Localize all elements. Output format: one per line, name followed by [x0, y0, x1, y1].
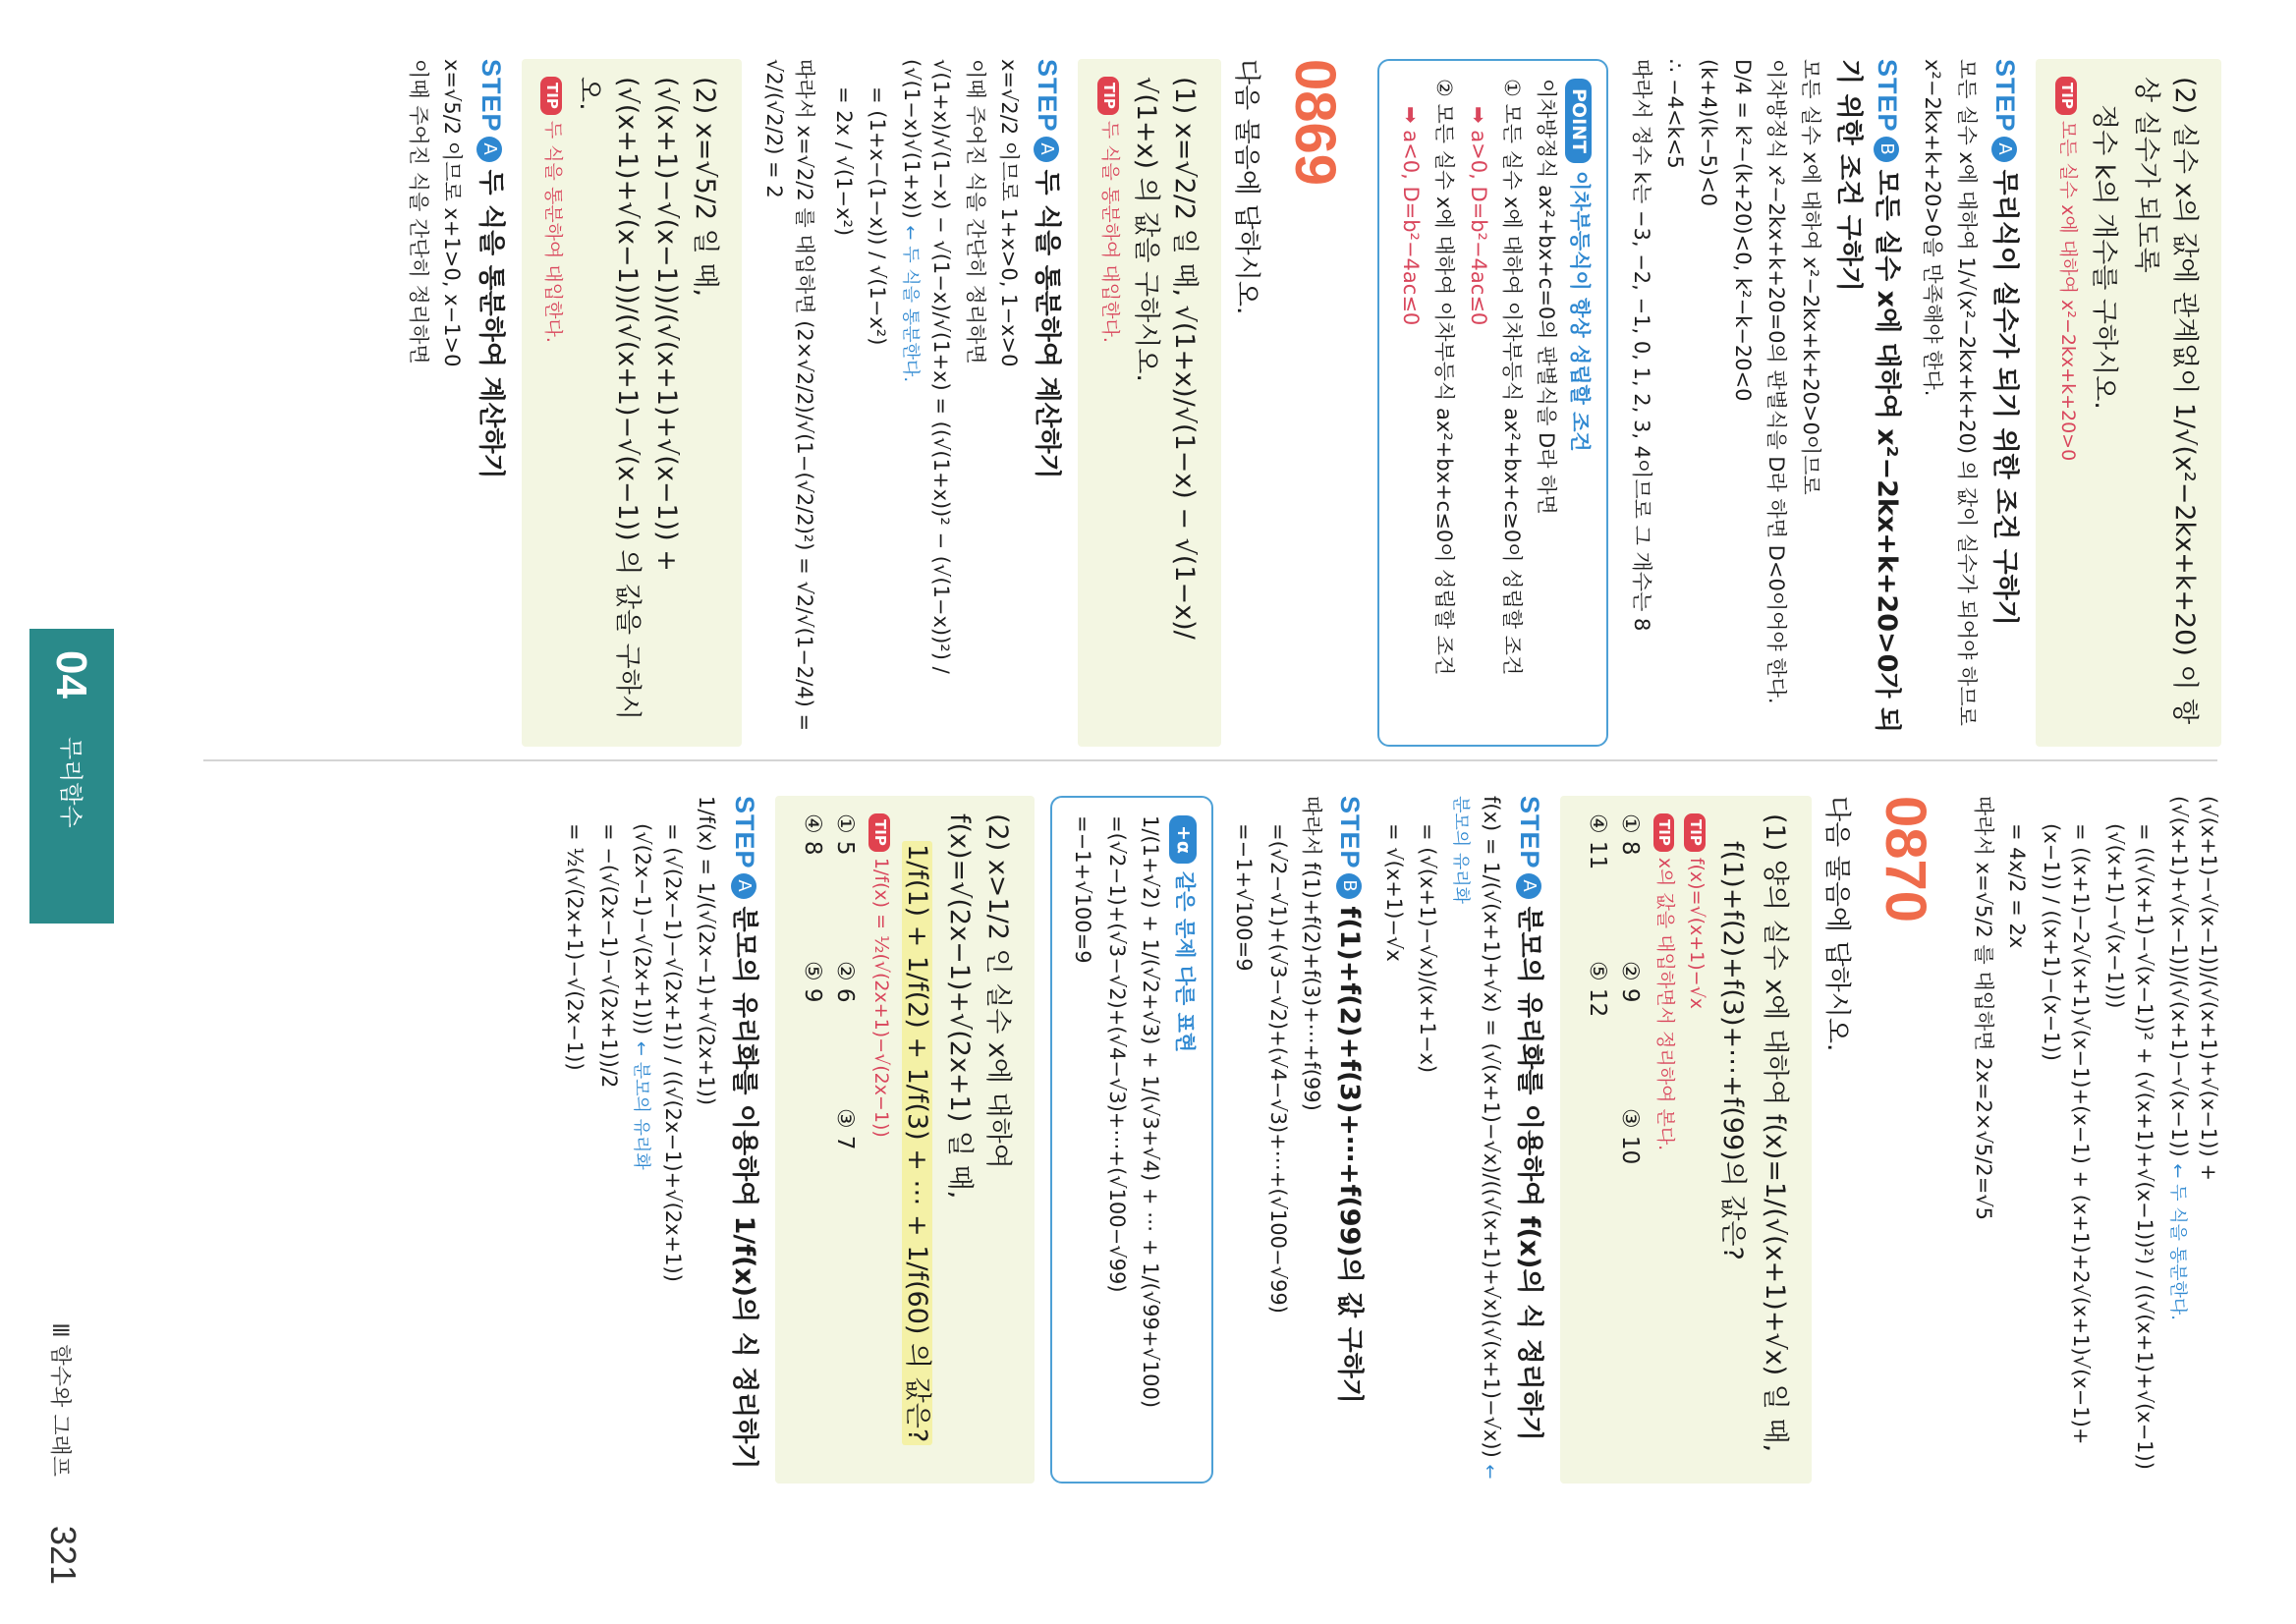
tip-line	[1652, 813, 1679, 1466]
point-line: ➡ a>0, D=b²−4ac≤0	[1466, 106, 1490, 326]
solution-line: 이차방정식 x²−2kx+k+20=0의 판별식을 D라 하면 D<0이어야 한다.	[1764, 59, 1789, 704]
problem-number: 0870	[1874, 796, 1938, 924]
tip-text: 1/f(x) = ½(√(2x+1)−√(2x−1))	[869, 857, 892, 1138]
solution-line: x²−2kx+k+20>0을 만족해야 한다.	[1921, 59, 1945, 397]
side-note: ← 두 식을 통분한다.	[899, 225, 921, 383]
step-a-heading: STEPA분모의 유리화를 이용하여 f(x)의 식 정리하기	[1514, 796, 1545, 1441]
point-line: ➡ a<0, D=b²−4ac≤0	[1398, 106, 1423, 326]
page-footer	[29, 0, 98, 1624]
tip-line	[539, 77, 567, 729]
choice: ① 5	[832, 813, 859, 856]
point-title: 이차부등식이 항상 성립할 조건	[1568, 171, 1593, 452]
similar-line: =(√2−1)+(√3−√2)+(√4−√3)+⋯+(√100−√99)	[1104, 815, 1129, 1293]
solution-line: =(√2−√1)+(√3−√2)+(√4−√3)+⋯+(√100−√99)	[1265, 823, 1290, 1314]
side-note: ← 분모의 유리화	[1449, 796, 1501, 1480]
solution-line-with-note	[628, 796, 688, 1484]
choice: ③ 10	[1616, 1108, 1643, 1165]
step-a-badge: A	[731, 873, 756, 899]
equation: f(x) = 1/(√(x+1)+√x) = (√(x+1)−√x)/((√(x+1)+√x)(√(x+1)−√x))	[1480, 796, 1504, 1458]
plus-alpha-badge: +α	[1169, 815, 1197, 864]
solution-line: x=√2/2 이므로 1+x>0, 1−x>0	[997, 59, 1022, 367]
choice: ② 6	[832, 961, 859, 1003]
choice: ② 9	[1616, 961, 1643, 1003]
page-number: 321	[43, 1525, 84, 1585]
solution-line: = ((x+1)−2√(x+1)√(x−1)+(x−1) + (x+1)+2√(x+1)√(x−1)+(x−1)) / ((x+1)−(x−1))	[2039, 823, 2094, 1445]
similar-heading	[1169, 815, 1200, 1464]
step-title: 분모의 유리화를 이용하여 1/f(x)의 식 정리하기	[729, 906, 760, 1470]
point-heading	[1565, 79, 1596, 727]
problem-0869-part2	[522, 59, 742, 747]
solution-line: = (√(x+1)−√x)/(x+1−x)	[1416, 823, 1440, 1074]
problem-text: (1) 양의 실수 x에 대하여 f(x)=1/(√(x+1)+√x) 일 때,	[1760, 813, 1791, 1453]
problem-0868-part2	[2036, 59, 2221, 747]
choice: ① 8	[1616, 813, 1643, 856]
solution-line: = 4x/2 = 2x	[2005, 823, 2030, 949]
step-b-heading: STEPBf(1)+f(2)+f(3)+⋯+f(99)의 값 구하기	[1334, 796, 1366, 1404]
problem-question	[898, 813, 936, 1466]
tip-text: x의 값을 대입하면서 정리하여 본다.	[1654, 857, 1677, 1151]
solution-line: = ((√(x+1)−√(x−1))² + (√(x+1)+√(x−1))²) / ((√(x+1)+√(x−1))(√(x+1)−√(x−1)))	[2102, 823, 2157, 1470]
answer-choices	[1580, 813, 1646, 1265]
chapter-tab	[29, 629, 114, 924]
problem-number: 0869	[1283, 59, 1348, 187]
problem-text: (1) x=√2/2 일 때, √(1+x)/√(1−x) − √(1−x)/√(1+x) 의 값을 구하시오.	[1131, 77, 1201, 640]
step-b-heading: STEPB모든 실수 x에 대하여 x²−2kx+k+20>0가 되기 위한 조건 구하기	[1832, 59, 1903, 733]
tip-badge: TIP	[1653, 813, 1675, 852]
highlighted-expression: 1/f(1) + 1/f(2) + 1/f(3) + ⋯ + 1/f(60) 의 값은?	[902, 841, 932, 1445]
problem-text: (2) 실수 x의 값에 관계없이 1/√(x²−2kx+k+20) 이 항상 실수가 되도록	[2130, 77, 2200, 725]
point-box	[1377, 59, 1608, 747]
solution-line: = (1+x−(1−x)) / √(1−x²)	[866, 86, 890, 346]
tip-badge: TIP	[1684, 813, 1706, 852]
step-b-badge: B	[1874, 137, 1899, 162]
step-title: 무리식이 실수가 되기 위한 조건 구하기	[1989, 169, 2021, 626]
step-title: f(1)+f(2)+f(3)+⋯+f(99)의 값 구하기	[1334, 906, 1366, 1404]
step-a-heading: STEPA무리식이 실수가 되기 위한 조건 구하기	[1989, 59, 2021, 626]
solution-line: 모든 실수 x에 대하여 1/√(x²−2kx+k+20) 의 값이 실수가 되어야 하므로	[1954, 59, 1979, 726]
step-title: 두 식을 통분하여 계산하기	[475, 169, 506, 479]
step-a-heading: STEPA두 식을 통분하여 계산하기	[475, 59, 506, 479]
step-title: 분모의 유리화를 이용하여 f(x)의 식 정리하기	[1514, 906, 1545, 1441]
problem-0869-part1	[1078, 59, 1221, 747]
tip-text: 두 식을 통분하여 대입한다.	[1098, 120, 1121, 343]
solution-line: = −(√(2x−1)−√(2x+1))/2	[596, 823, 621, 1089]
solution-line: 따라서 x=√5/2 를 대입하면 2x=2×√5/2=√5	[1971, 796, 1995, 1221]
left-column	[400, 59, 2227, 747]
solution-line: 따라서 정수 k는 −3, −2, −1, 0, 1, 2, 3, 4이므로 그 개수는 8	[1629, 59, 1653, 632]
chapter-number: 04	[47, 650, 95, 699]
equation: √(1+x)/√(1−x) − √(1−x)/√(1+x) = ((√(1+x))² − (√(1−x))²) / (√(1−x)√(1+x))	[899, 59, 954, 674]
tip-line	[2053, 77, 2081, 729]
choice: ④ 11	[1584, 813, 1610, 870]
tip-line	[1682, 813, 1709, 1466]
step-a-badge: A	[1034, 137, 1059, 162]
chapter-name: 무리함수	[57, 737, 84, 828]
problem-text: (2) x>1/2 인 실수 x에 대하여 f(x)=√(2x−1)+√(2x+1) 일 때,	[943, 813, 1013, 1200]
solution-line: = ½(√(2x+1)−√(2x−1))	[563, 823, 588, 1071]
similar-line: 1/(1+√2) + 1/(√2+√3) + 1/(√3+√4) + ⋯ + 1/(√99+√100)	[1139, 815, 1163, 1409]
step-a-badge: A	[476, 137, 502, 162]
step-a-badge: A	[1516, 873, 1541, 899]
solution-line: D/4 = k²−(k+20)<0, k²−k−20<0	[1730, 59, 1755, 402]
point-line: ② 모든 실수 x에 대하여 이차부등식 ax²+bx+c≤0이 성립할 조건	[1432, 79, 1457, 676]
solution-line-with-note	[896, 59, 956, 747]
choice: ⑤ 9	[799, 961, 825, 1003]
solution-line: x=√5/2 이므로 x+1>0, x−1>0	[440, 59, 465, 367]
solution-line: 이때 주어진 식을 간단히 정리하면	[406, 59, 430, 364]
point-line: 이차방정식 ax²+bx+c=0의 판별식을 D라 하면	[1534, 79, 1558, 515]
solution-line: 1/f(x) = 1/(√(2x−1)+√(2x+1))	[695, 796, 719, 1106]
solution-line: 따라서 f(1)+f(2)+f(3)+⋯+f(99)	[1300, 796, 1324, 1111]
choice: ③ 7	[832, 1108, 859, 1150]
column-divider	[203, 759, 2217, 761]
tip-badge: TIP	[1097, 77, 1119, 115]
solution-line-with-note	[1446, 796, 1506, 1484]
step-b-badge: B	[1336, 873, 1362, 899]
step-a-heading: STEPA두 식을 통분하여 계산하기	[1032, 59, 1063, 479]
side-note: ← 분모의 유리화	[631, 1040, 652, 1170]
solution-line: 이때 주어진 식을 간단히 정리하면	[963, 59, 987, 364]
tip-badge: TIP	[540, 77, 562, 115]
similar-problem-box	[1050, 796, 1213, 1484]
right-column	[556, 796, 2227, 1484]
tip-line	[867, 813, 894, 1466]
similar-line: =−1+√100=9	[1071, 815, 1095, 964]
side-note: ← 두 식을 통분한다.	[2166, 1163, 2188, 1321]
point-badge: POINT	[1565, 79, 1593, 163]
answer-choices	[795, 813, 861, 1265]
similar-title: 같은 문제 다른 표현	[1172, 870, 1197, 1053]
problem-0870-part2	[775, 796, 1035, 1484]
tip-text: 모든 실수 x에 대하여 x²−2kx+k+20>0	[2056, 120, 2079, 462]
equation: = (√(2x−1)−√(2x+1)) / ((√(2x−1)+√(2x+1))(√(2x−1)−√(2x+1)))	[631, 823, 685, 1282]
problem-head: 다음 물음에 답하시오.	[1231, 59, 1262, 315]
step-a-heading: STEPA분모의 유리화를 이용하여 1/f(x)의 식 정리하기	[729, 796, 760, 1470]
solution-line-with-note	[2163, 796, 2223, 1484]
step-a-badge: A	[1991, 137, 2017, 162]
choice: ⑤ 12	[1584, 961, 1610, 1018]
section-label: Ⅲ 함수와 그래프	[46, 1322, 72, 1477]
solution-line: 따라서 x=√2/2 를 대입하면 (2×√2/2)/√(1−(√2/2)²) = √2/√(1−2/4) = √2/(√2/2) = 2	[762, 59, 816, 732]
choice: ④ 8	[799, 813, 825, 856]
step-title: 모든 실수 x에 대하여 x²−2kx+k+20>0가 되기 위한 조건 구하기	[1832, 59, 1903, 733]
point-line: ① 모든 실수 x에 대하여 이차부등식 ax²+bx+c≥0이 성립할 조건	[1500, 79, 1525, 676]
tip-badge: TIP	[2055, 77, 2077, 115]
tip-line	[1095, 77, 1123, 729]
problem-0870-part1	[1560, 796, 1812, 1484]
solution-line: = √(x+1)−√x	[1381, 823, 1406, 962]
solution-line: (k+4)(k−5)<0	[1697, 59, 1721, 206]
problem-head: 다음 물음에 답하시오.	[1821, 796, 1853, 1052]
tip-text: 두 식을 통분하여 대입한다.	[542, 120, 565, 343]
solution-line: =−1+√100=9	[1232, 823, 1257, 972]
solution-line: = 2x / √(1−x²)	[831, 86, 856, 237]
step-title: 두 식을 통분하여 계산하기	[1032, 169, 1063, 479]
tip-badge: TIP	[868, 813, 890, 852]
problem-question: f(1)+f(2)+f(3)+⋯+f(99)의 값은?	[1717, 841, 1749, 1260]
solution-line: ∴ −4<k<5	[1662, 59, 1687, 169]
solution-line: 모든 실수 x에 대하여 x²−2kx+k+20>0이므로	[1798, 59, 1822, 495]
tip-text: f(x)=√(x+1)−√x	[1685, 857, 1708, 1009]
problem-question: 정수 k의 개수를 구하시오.	[2088, 104, 2119, 410]
problem-text: (2) x=√5/2 일 때, (√(x+1)−√(x−1))/(√(x+1)+√(x−1)) + (√(x+1)+√(x−1))/(√(x+1)−√(x−1)) 의 값을 구하시오.	[574, 77, 720, 720]
equation: (√(x+1)−√(x−1))/(√(x+1)+√(x−1)) + (√(x+1)+√(x−1))/(√(x+1)−√(x−1))	[2166, 796, 2220, 1181]
